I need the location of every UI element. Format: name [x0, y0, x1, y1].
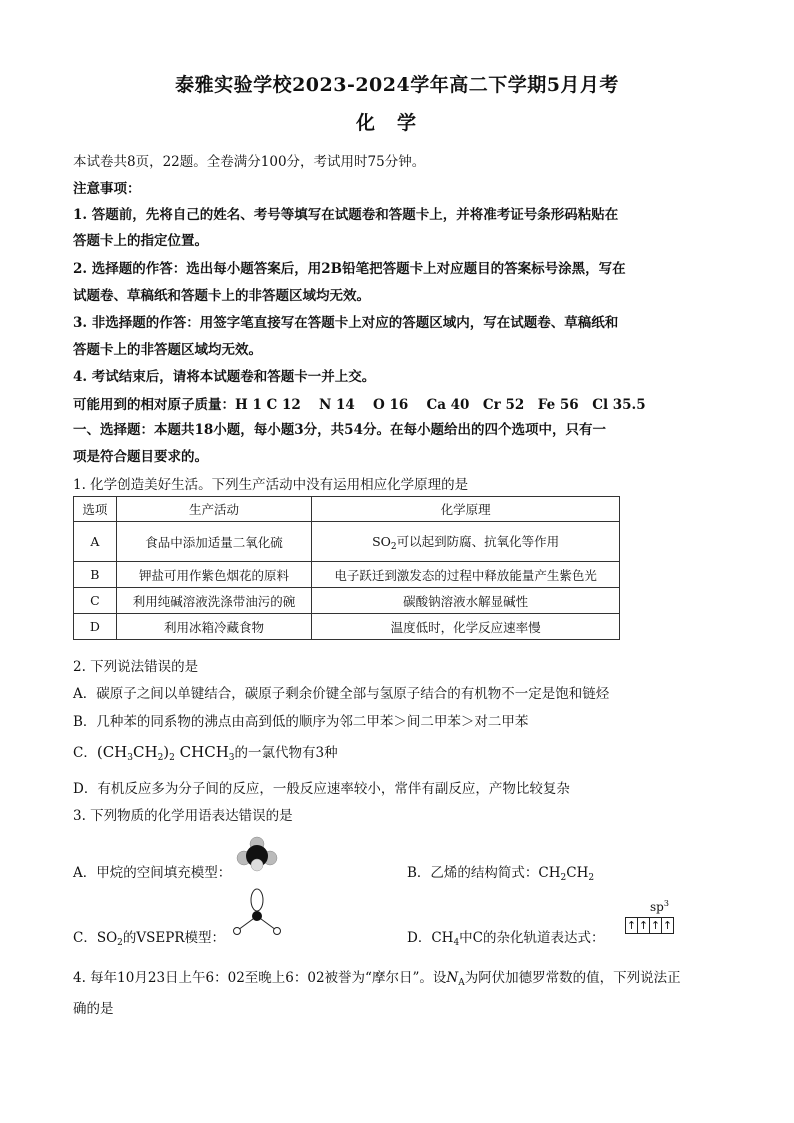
- note-line: 2. 选择题的作答：选出每小题答案后，用2B铅笔把答题卡上对应题目的答案标号涂黑，写在: [73, 261, 626, 277]
- table-cell: 利用冰箱冷藏食物: [116, 614, 312, 640]
- q3-option-c: [73, 926, 225, 948]
- question-3-stem: 3. 下列物质的化学用语表达错误的是: [73, 808, 293, 824]
- stem-text: 4. 每年10月23日上午6：02至晚上6：02被誉为“摩尔日”。设: [73, 970, 447, 986]
- option-c: [73, 741, 338, 763]
- option-text: B．乙烯的结构简式：CH: [407, 865, 561, 881]
- subject-title: 化学: [355, 112, 438, 134]
- formula-part: CHCH: [179, 743, 229, 761]
- intro-text: 本试卷共8页，22题。全卷满分100分，考试用时75分钟。: [73, 154, 426, 170]
- label-sup: 3: [663, 899, 669, 908]
- option-d: D．有机反应多为分子间的反应，一般反应速率较小，常伴有副反应，产物比较复杂: [73, 781, 570, 797]
- methane-space-filling-icon: [236, 836, 278, 872]
- question-1-table: [73, 496, 620, 640]
- table-row: [74, 614, 620, 640]
- note-line: 1. 答题前，先将自己的姓名、考号等填写在试题卷和答题卡上，并将准考证号条形码粘贴在: [73, 207, 619, 223]
- table-row: [74, 562, 620, 588]
- note-line: 试题卷、草稿纸和答题卡上的非答题区域均无效。: [73, 288, 370, 304]
- formula-part: CH: [566, 865, 589, 881]
- cell-text: 可以起到防腐、抗氧化等作用: [396, 533, 560, 549]
- q3-option-d: [407, 926, 605, 948]
- question-2-stem: 2. 下列说法错误的是: [73, 659, 199, 675]
- exam-title: 泰雅实验学校2023-2024学年高二下学期5月月考: [175, 74, 619, 96]
- orbital-box: ↑: [650, 919, 661, 932]
- table-row: [74, 522, 620, 562]
- question-4-stem: [73, 966, 681, 988]
- table-cell: D: [74, 614, 117, 640]
- stem-text: 为阿伏加德罗常数的值，下列说法正: [464, 970, 681, 986]
- table-cell: [312, 522, 620, 562]
- table-cell: 温度低时，化学反应速率慢: [312, 614, 620, 640]
- orbital-box: ↑: [626, 919, 637, 932]
- hybrid-orbital-diagram: [625, 917, 673, 934]
- notes-heading: 注意事项：: [73, 181, 141, 197]
- formula-part: ): [163, 743, 170, 761]
- formula-sub: 2: [560, 873, 567, 883]
- question-1-stem: 1. 化学创造美好生活。下列生产活动中没有运用相应化学原理的是: [73, 477, 469, 493]
- section-heading-cont: 项是符合题目要求的。: [73, 449, 208, 465]
- sp3-label: [650, 899, 669, 914]
- so2-vsepr-model-icon: [230, 886, 282, 940]
- q3-option-b: [407, 861, 594, 883]
- option-text: 的VSEPR模型：: [122, 930, 225, 946]
- label-text: sp: [650, 900, 664, 914]
- formula-sub: A: [458, 978, 465, 988]
- note-line: 答题卡上的指定位置。: [73, 233, 208, 249]
- option-text: 中C的杂化轨道表达式：: [459, 930, 605, 946]
- formula: SO: [372, 533, 391, 549]
- table-cell: 利用纯碱溶液洗涤带油污的碗: [116, 588, 312, 614]
- formula: [97, 743, 235, 761]
- formula-part: N: [446, 970, 459, 986]
- table-header: 选项: [74, 497, 117, 522]
- section-heading: 一、选择题：本题共18小题，每小题3分，共54分。在每小题给出的四个选项中，只有一: [73, 422, 606, 438]
- table-header-row: [74, 497, 620, 522]
- table-cell: 电子跃迁到激发态的过程中释放能量产生紫色光: [312, 562, 620, 588]
- formula-sub: 3: [127, 753, 133, 763]
- table-row: [74, 588, 620, 614]
- option-text: D．CH: [407, 930, 454, 946]
- note-line: 4. 考试结束后，请将本试题卷和答题卡一并上交。: [73, 369, 376, 385]
- table-header: 化学原理: [312, 497, 620, 522]
- question-4-stem-cont: 确的是: [73, 1001, 114, 1017]
- note-line: 3. 非选择题的作答：用签字笔直接写在答题卡上对应的答题区域内，写在试题卷、草稿纸和: [73, 315, 619, 331]
- table-header: 生产活动: [116, 497, 312, 522]
- formula-sub: 2: [588, 873, 595, 883]
- option-b: B．几种苯的同系物的沸点由高到低的顺序为邻二甲苯＞间二甲苯＞对二甲苯: [73, 714, 529, 730]
- orbital-box: ↑: [662, 919, 673, 932]
- table-cell: 碳酸钠溶液水解显碱性: [312, 588, 620, 614]
- option-a: A．碳原子之间以单键结合，碳原子剩余价键全部与氢原子结合的有机物不一定是饱和链烃: [73, 686, 610, 702]
- formula-sub: 4: [453, 938, 460, 948]
- option-label: C．: [73, 745, 97, 761]
- formula-part: (CH: [96, 743, 128, 761]
- option-text: 的一氯代物有3种: [234, 745, 338, 761]
- table-cell: 食品中添加适量二氧化硫: [116, 522, 312, 562]
- table-cell: A: [74, 522, 117, 562]
- option-text: C．SO: [73, 930, 118, 946]
- option-text: A．甲烷的空间填充模型：: [73, 865, 232, 881]
- table-cell: C: [74, 588, 117, 614]
- formula-sub: 3: [228, 753, 235, 763]
- formula-sub: 2: [390, 541, 397, 552]
- table-cell: 钾盐可用作紫色烟花的原料: [116, 562, 312, 588]
- q3-option-a: [73, 861, 231, 881]
- formula-part: CH: [133, 743, 158, 761]
- formula-sub: 2: [157, 753, 164, 763]
- formula-sub: 2: [169, 753, 175, 763]
- atomic-masses: 可能用到的相对原子质量：H 1 C 12 N 14 O 16 Ca 40 Cr 52 Fe 56 Cl 35.5: [73, 397, 646, 413]
- formula-sub: 2: [117, 938, 123, 948]
- table-cell: B: [74, 562, 117, 588]
- note-line: 答题卡上的非答题区域均无效。: [73, 342, 262, 358]
- orbital-box: ↑: [638, 919, 649, 932]
